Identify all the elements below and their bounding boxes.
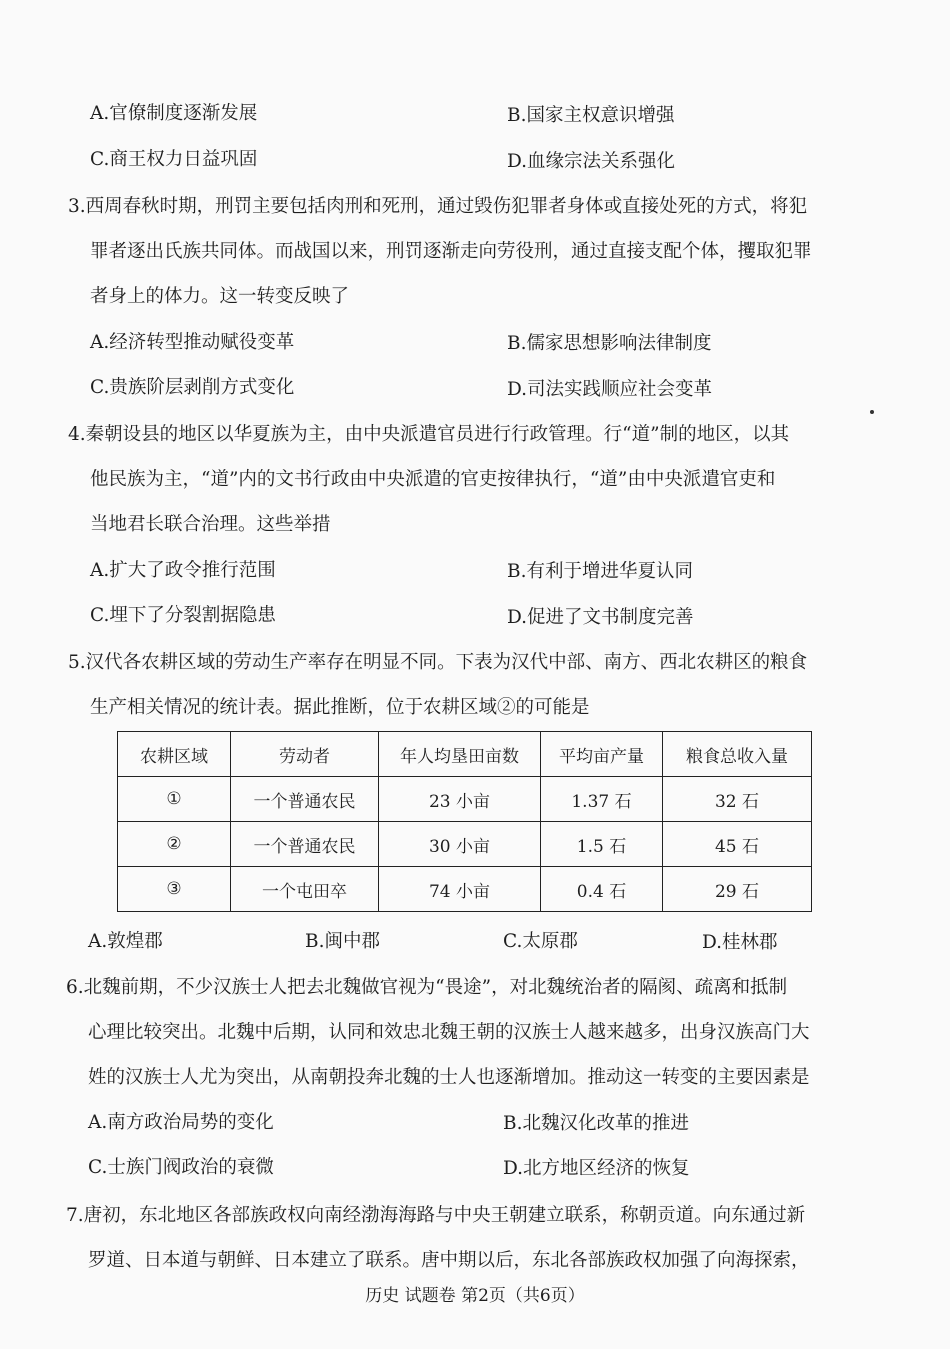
table-cell: ③ xyxy=(118,867,231,912)
q2-option-b: B.国家主权意识增强 xyxy=(507,105,675,126)
table-cell: 一个屯田卒 xyxy=(231,867,379,912)
q6-option-b: B.北魏汉化改革的推进 xyxy=(503,1113,689,1134)
table-cell: ② xyxy=(118,822,231,867)
q4-option-b: B.有利于增进华夏认同 xyxy=(507,561,693,582)
table-row xyxy=(118,867,812,912)
q5-stem-line: 生产相关情况的统计表。据此推断，位于农耕区域②的可能是 xyxy=(90,697,590,718)
q6-stem-line: 6.北魏前期，不少汉族士人把去北魏做官视为“畏途”，对北魏统治者的隔阂、疏离和抵制 xyxy=(66,977,788,998)
q4-stem-line: 4.秦朝设县的地区以华夏族为主，由中央派遣官员进行行政管理。行“道”制的地区，以其 xyxy=(68,424,790,445)
q4-stem-line: 他民族为主，“道”内的文书行政由中央派遣的官吏按律执行，“道”由中央派遣官吏和 xyxy=(90,469,776,490)
q7-stem-line: 罗道、日本道与朝鲜、日本建立了联系。唐中期以后，东北各部族政权加强了向海探索， xyxy=(88,1250,810,1271)
q3-option-c: C.贵族阶层剥削方式变化 xyxy=(90,377,295,398)
table-cell: 74 小亩 xyxy=(379,867,541,912)
q6-option-c: C.士族门阀政治的衰微 xyxy=(88,1157,274,1178)
table-cell: 一个普通农民 xyxy=(231,777,379,822)
q5-option-a: A.敦煌郡 xyxy=(88,931,163,952)
q5-stem-line: 5.汉代各农耕区域的劳动生产率存在明显不同。下表为汉代中部、南方、西北农耕区的粮食 xyxy=(68,652,808,673)
table-row xyxy=(118,822,812,867)
q2-option-d: D.血缘宗法关系强化 xyxy=(507,151,676,172)
scan-speck xyxy=(870,410,874,414)
q4-option-d: D.促进了文书制度完善 xyxy=(507,607,694,628)
table-header-cell: 劳动者 xyxy=(231,732,379,777)
q6-option-d: D.北方地区经济的恢复 xyxy=(503,1158,690,1179)
table-header-cell: 平均亩产量 xyxy=(541,732,663,777)
table-cell: 23 小亩 xyxy=(379,777,541,822)
q5-option-b: B.闽中郡 xyxy=(305,931,380,952)
page-footer: 历史 试题卷 第2页（共6页） xyxy=(365,1286,585,1306)
q4-option-a: A.扩大了政令推行范围 xyxy=(90,560,276,581)
table-header-cell: 粮食总收入量 xyxy=(663,732,812,777)
q3-option-d: D.司法实践顺应社会变革 xyxy=(507,379,713,400)
q2-option-a: A.官僚制度逐渐发展 xyxy=(90,103,258,124)
q2-option-c: C.商王权力日益巩固 xyxy=(90,149,258,170)
q5-option-d: D.桂林郡 xyxy=(702,932,778,953)
q3-stem-line: 罪者逐出氏族共同体。而战国以来，刑罚逐渐走向劳役刑，通过直接支配个体，攫取犯罪 xyxy=(90,241,812,262)
q3-stem-line: 者身上的体力。这一转变反映了 xyxy=(90,286,350,307)
q3-option-b: B.儒家思想影响法律制度 xyxy=(507,333,712,354)
grain-production-table xyxy=(117,731,812,912)
table-cell: ① xyxy=(118,777,231,822)
table-cell: 29 石 xyxy=(663,867,812,912)
q6-stem-line: 心理比较突出。北魏中后期，认同和效忠北魏王朝的汉族士人越来越多，出身汉族高门大 xyxy=(88,1022,810,1043)
q3-stem-line: 3.西周春秋时期，刑罚主要包括肉刑和死刑，通过毁伤犯罪者身体或直接处死的方式，将犯 xyxy=(68,196,808,217)
table-header-row xyxy=(118,732,812,777)
q3-option-a: A.经济转型推动赋役变革 xyxy=(90,332,295,353)
q5-option-c: C.太原郡 xyxy=(503,931,578,952)
q6-stem-line: 姓的汉族士人尤为突出，从南朝投奔北魏的士人也逐渐增加。推动这一转变的主要因素是 xyxy=(88,1067,810,1088)
table-header-cell: 农耕区域 xyxy=(118,732,231,777)
q7-stem-line: 7.唐初，东北地区各部族政权向南经渤海海路与中央王朝建立联系，称朝贡道。向东通过新 xyxy=(66,1205,806,1226)
q4-stem-line: 当地君长联合治理。这些举措 xyxy=(90,514,331,535)
table-cell: 32 石 xyxy=(663,777,812,822)
table-cell: 0.4 石 xyxy=(541,867,663,912)
table-cell: 一个普通农民 xyxy=(231,822,379,867)
q6-option-a: A.南方政治局势的变化 xyxy=(88,1112,274,1133)
q4-option-c: C.埋下了分裂割据隐患 xyxy=(90,605,276,626)
table-row xyxy=(118,777,812,822)
table-cell: 1.5 石 xyxy=(541,822,663,867)
table-cell: 45 石 xyxy=(663,822,812,867)
table-cell: 1.37 石 xyxy=(541,777,663,822)
table-cell: 30 小亩 xyxy=(379,822,541,867)
table-header-cell: 年人均垦田亩数 xyxy=(379,732,541,777)
